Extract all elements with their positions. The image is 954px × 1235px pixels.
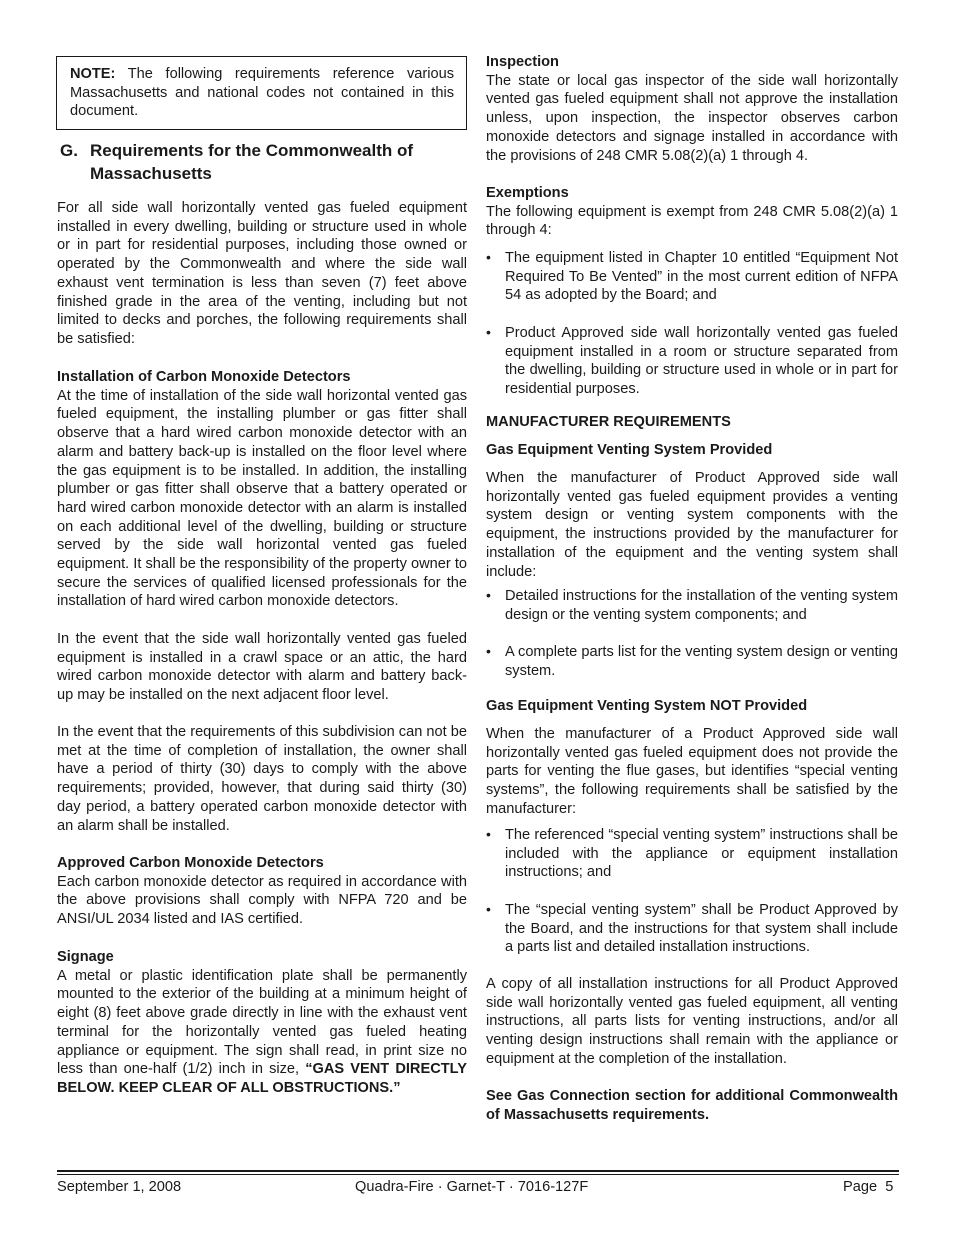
not-provided-bullet-1: The referenced “special venting system” instructions shall be included with the appliance or equipment installation instructions; and [505,827,898,881]
section-title [60,139,460,185]
signage-heading: Signage [57,949,114,965]
list-item [486,587,898,627]
approved-paragraph: Each carbon monoxide detector as required in accordance with the above provisions shall comply with NFPA 720 and be ANSI/UL 2034 listed and IAS certified. [57,873,467,928]
footer-document-id: Quadra-Fire · Garnet-T · 7016-127F [355,1179,589,1195]
section-number: G. [60,141,78,160]
footer-date: September 1, 2008 [57,1179,182,1195]
list-item [486,643,898,683]
co-install-section [57,368,467,611]
bullet-marker: • [486,587,491,603]
co-install-paragraph: At the time of installation of the side wall horizontal vented gas fueled equipment, the installing plumber or gas fitter shall observe that a hard wired carbon monoxide detector with an alarm and battery back-up is installed on the floor level where the gas equipment is to be installed. In addition, the installing plumber or gas fitter shall observe that a battery operated or hard wired carbon monoxide detector with an alarm is installed on each additional level of the dwelling, building or structure served by the side wall horizontal vented gas fueled equipment. It shall be the responsibility of the property owner to secure the services of qualified licensed professionals for the installation of hard wired carbon monoxide detectors. [57,387,467,610]
bullet-marker: • [486,901,491,917]
venting-not-provided-paragraph: When the manufacturer of a Product Approved side wall horizontally vented gas fueled equipment does not provide the parts for venting the flue gases, but identifies “special venting systems”, the following requirements shall be satisfied by the manufacturer: [486,726,898,817]
footer-rule-thin [57,1174,899,1175]
inspection-section [486,53,898,165]
bullet-marker: • [486,249,491,265]
section-title-line1: Requirements for the Commonwealth of [90,141,414,160]
provided-bullet-1: Detailed instructions for the installation of the venting system design or the venting system components; and [505,588,898,623]
note-text: The following requirements reference various Massachusetts and national codes not contained in this document. [70,66,454,120]
note-label: NOTE: [70,66,116,82]
approved-heading: Approved Carbon Monoxide Detectors [57,855,324,871]
footer-page-number: Page 5 [843,1179,894,1195]
venting-provided-paragraph: When the manufacturer of Product Approved side wall horizontally vented gas fueled equipment provides a venting system design or venting system components with the equipment, the instructions provided by the manufacturer for installation of the equipment and the venting system shall include: [486,470,898,580]
signage-paragraph [57,967,467,1098]
exemption-bullet-1: The equipment listed in Chapter 10 entitled “Equipment Not Required To Be Vented” in the most current edition of NFPA 54 as adopted by the Board; and [505,250,898,304]
note-paragraph [70,65,454,121]
provided-bullet-2: A complete parts list for the venting system design or venting system. [505,644,898,679]
bullet-marker: • [486,324,491,340]
footer-rule-thick [57,1170,899,1172]
subdivision-paragraph: In the event that the requirements of this subdivision can not be met at the time of completion of installation, the owner shall have a period of thirty (30) days to comply with the above requirements; provided, however, that during said thirty (30) day period, a battery operated carbon monoxide detector with an alarm shall be installed. [57,724,467,834]
note-box [56,56,467,130]
see-gas-connection-note: See Gas Connection section for additional Commonwealth of Massachusetts requirements. [486,1088,898,1123]
signage-section [57,948,467,1098]
bullet-marker: • [486,826,491,842]
venting-provided-heading: Gas Equipment Venting System Provided [486,442,773,458]
list-item [486,826,898,884]
copy-instructions-paragraph: A copy of all installation instructions for all Product Approved side wall horizontally vented gas fueled equipment, all venting instructions, all parts lists for venting instructions, and/or all venting design instructions shall remain with the appliance or equipment at the completion of the installation. [486,976,898,1067]
inspection-paragraph: The state or local gas inspector of the side wall horizontally vented gas fueled equipment shall not approve the installation unless, upon inspection, the inspector observes carbon monoxide detectors and signage installed in accordance with the provisions of 248 CMR 5.08(2)(a) 1 through 4. [486,72,898,164]
exemptions-section [486,184,898,240]
approved-section [57,854,467,929]
list-item [486,324,898,400]
exemptions-paragraph: The following equipment is exempt from 248 CMR 5.08(2)(a) 1 through 4: [486,203,898,239]
signage-text: A metal or plastic identification plate shall be permanently mounted to the exterior of the building at a minimum height of eight (8) feet above grade directly in line with the exhaust vent terminal for the horizontally vented gas fueled heating appliance or equipment. The sign shall read, in print size no less than one-half (1/2) inch in size, [57,967,467,1078]
section-title-line2: Massachusetts [90,164,212,183]
bullet-marker: • [486,643,491,659]
exemption-bullet-2: Product Approved side wall horizontally vented gas fueled equipment installed in a room or structure separated from the dwelling, building or structure used in whole or in part for residential purposes. [505,325,898,398]
intro-paragraph: For all side wall horizontally vented gas fueled equipment installed in every dwelling, building or structure used in whole or in part for residential purposes, including those owned or operated by the Commonwealth and where the side wall exhaust vent termination is less than seven (7) feet above finished grade in the area of the venting, including but not limited to decks and porches, the following requirements shall be satisfied: [57,200,467,347]
venting-not-provided-heading: Gas Equipment Venting System NOT Provided [486,698,808,714]
list-item [486,249,898,309]
crawl-space-paragraph: In the event that the side wall horizontally vented gas fueled equipment is installed in a crawl space or an attic, the hard wired carbon monoxide detector with alarm and battery back-up may be installed on the next adjacent floor level. [57,631,467,704]
co-install-heading: Installation of Carbon Monoxide Detectors [57,369,351,385]
not-provided-bullet-2: The “special venting system” shall be Product Approved by the Board, and the instructions for that system shall include a parts list and detailed installation instructions. [505,902,898,956]
signage-bold-text: “GAS VENT DIRECTLY BELOW. KEEP CLEAR OF ALL OBSTRUCTIONS.” [57,1061,467,1096]
inspection-heading: Inspection [486,54,559,70]
manufacturer-requirements-heading: MANUFACTURER REQUIREMENTS [486,414,731,430]
exemptions-heading: Exemptions [486,185,569,201]
list-item [486,901,898,959]
